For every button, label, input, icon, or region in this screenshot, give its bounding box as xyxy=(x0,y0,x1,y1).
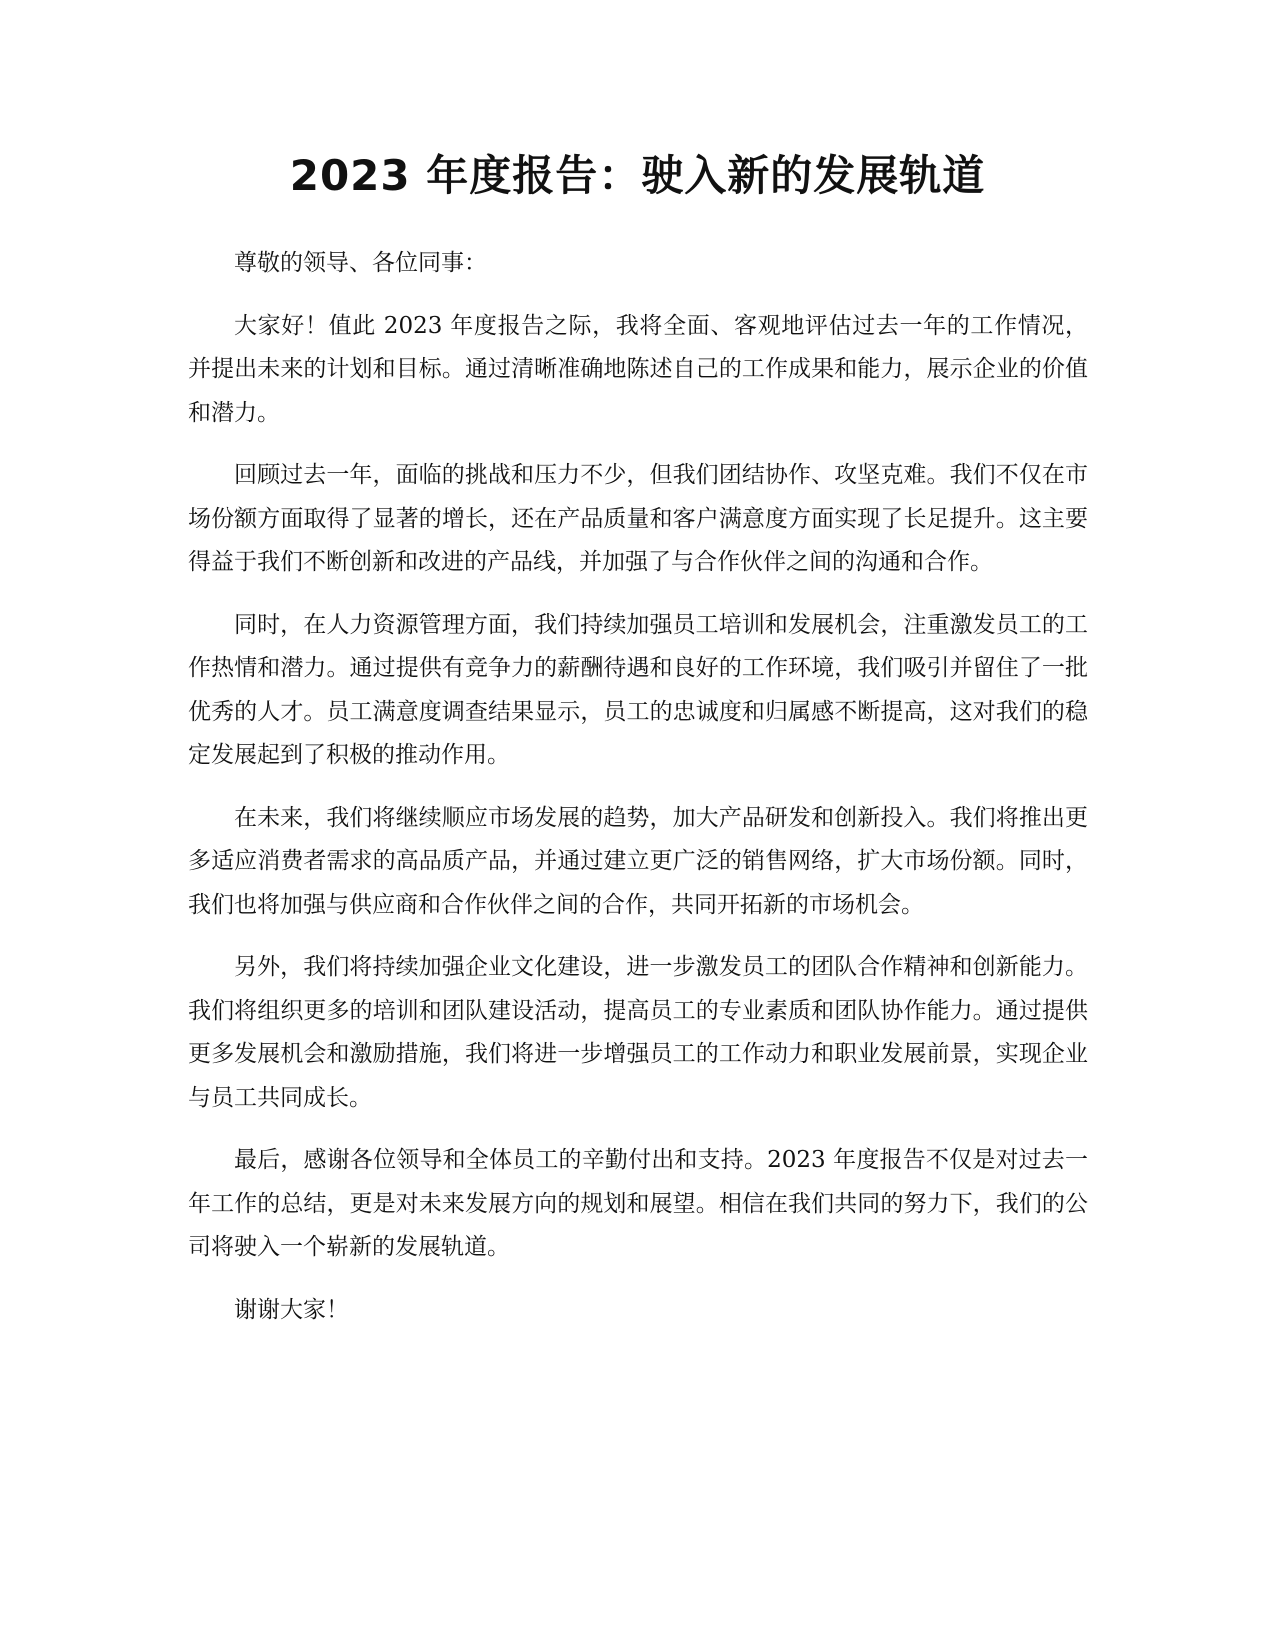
document-body xyxy=(188,242,1088,1351)
body-paragraph: 最后，感谢各位领导和全体员工的辛勤付出和支持。2023 年度报告不仅是对过去一年工作的总结，更是对未来发展方向的规划和展望。相信在我们共同的努力下，我们的公司将驶入一个崭新的发展轨道。 xyxy=(188,1147,1088,1260)
body-paragraph: 大家好！值此 2023 年度报告之际，我将全面、客观地评估过去一年的工作情况，并提出未来的计划和目标。通过清晰准确地陈述自己的工作成果和能力，展示企业的价值和潜力。 xyxy=(188,312,1088,426)
body-paragraph: 同时，在人力资源管理方面，我们持续加强员工培训和发展机会，注重激发员工的工作热情和潜力。通过提供有竞争力的薪酬待遇和良好的工作环境，我们吸引并留住了一批优秀的人才。员工满意度调查结果显示，员工的忠诚度和归属感不断提高，这对我们的稳定发展起到了积极的推动作用。 xyxy=(188,611,1088,768)
closing-paragraph: 谢谢大家！ xyxy=(234,1296,349,1323)
body-paragraph: 在未来，我们将继续顺应市场发展的趋势，加大产品研发和创新投入。我们将推出更多适应消费者需求的高品质产品，并通过建立更广泛的销售网络，扩大市场份额。同时，我们也将加强与供应商和合作伙伴之间的合作，共同开拓新的市场机会。 xyxy=(188,804,1088,918)
salutation-paragraph: 尊敬的领导、各位同事： xyxy=(234,250,487,276)
body-paragraph: 另外，我们将持续加强企业文化建设，进一步激发员工的团队合作精神和创新能力。我们将组织更多的培训和团队建设活动，提高员工的专业素质和团队协作能力。通过提供更多发展机会和激励措施，我们将进一步增强员工的工作动力和职业发展前景，实现企业与员工共同成长。 xyxy=(188,954,1088,1111)
document-title: 2023 年度报告：驶入新的发展轨道 xyxy=(289,151,986,200)
body-paragraph: 回顾过去一年，面临的挑战和压力不少，但我们团结协作、攻坚克难。我们不仅在市场份额方面取得了显著的增长，还在产品质量和客户满意度方面实现了长足提升。这主要得益于我们不断创新和改进的产品线，并加强了与合作伙伴之间的沟通和合作。 xyxy=(188,462,1088,575)
